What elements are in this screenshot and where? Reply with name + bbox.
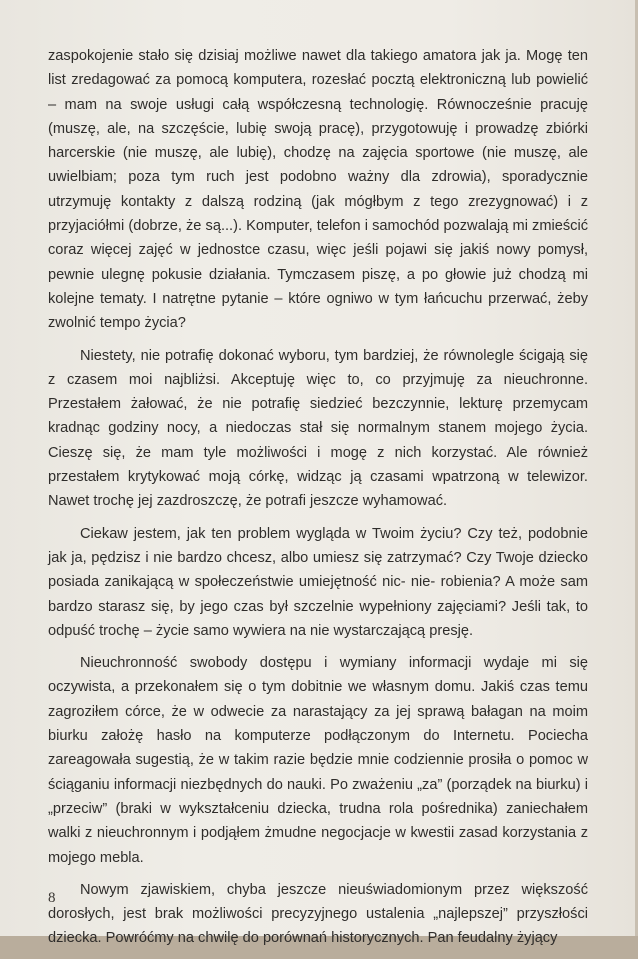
page-number: 8	[48, 890, 56, 906]
page-text	[48, 44, 588, 959]
paragraph: Niestety, nie potrafię dokonać wyboru, tym bardziej, że równolegle ścigają się z czasem moi najbliżsi. Akceptuję więc to, co przyjmuję za nieuchronne. Przestałem żałować, że nie potrafię siedzieć bezczynnie, lekturę przemycam kradnąc godziny nocy, a niedoczas stał się normalnym stanem mojego życia. Cieszę się, że mam tyle możliwości i mogę z nich korzystać. Ale również przestałem krytykować moją córkę, widząc ją czasami wpatrzoną w telewizor. Nawet trochę jej zazdroszczę, że potrafi jeszcze wyhamować.	[48, 347, 588, 510]
paragraph: Ciekaw jestem, jak ten problem wygląda w Twoim życiu? Czy też, podobnie jak ja, pędzisz i nie bardzo chcesz, albo umiesz się zatrzymać? Czy Twoje dziecko posiada zanikającą w społeczeństwie umiejętność nic- nie- robienia? A może sam bardzo starasz się, by jego czas był szczelnie wypełniony zajęciami? Jeśli tak, to odpuść trochę – życie samo wywiera na nie wystarczającą presję.	[48, 525, 588, 639]
paragraph: Nieuchronność swobody dostępu i wymiany informacji wydaje mi się oczywista, a przekonałem się o tym dobitnie we własnym domu. Jakiś czas temu zagroziłem córce, że w odwecie za narastający za jej sprawą bałagan na moim biurku założę hasło na komputerze podłączonym do Internetu. Pociecha zareagowała sugestią, że w takim razie będzie mnie codziennie prosiła o pomoc w ściąganiu informacji niezbędnych do nauki. Po zważeniu „za” (porządek na biurku) i „przeciw” (braki w wykształceniu dziecka, trudna rola pośrednika) zaniechałem walki z nieuchronnym i podjąłem żmudne negocjacje w kwestii zasad korzystania z mojego mebla.	[48, 655, 588, 866]
paragraph: zaspokojenie stało się dzisiaj możliwe nawet dla takiego amatora jak ja. Mogę ten list zredagować za pomocą komputera, rozesłać pocztą elektroniczną lub powielić – mam na swoje usługi całą współczesną technologię. Równocześnie pracuję (muszę, ale, na szczęście, lubię swoją pracę), przygotowuję i prowadzę zbiórki harcerskie (nie muszę, ale lubię), chodzę na zajęcia sportowe (nie muszę, ale uwielbiam; poza tym ruch jest podobno ważny dla zdrowia), sporadycznie utrzymuję kontakty z dalszą rodziną (jak mógłbym z tego zrezygnować) i z przyjaciółmi (dobrze, że są...). Komputer, telefon i samochód pozwalają mi zmieścić coraz więcej zajęć w jednostce czasu, więc jeśli pojawi się jakiś nowy pomysł, pewnie ulegnę pokusie działania. Tymczasem piszę, a po głowie już chodzą mi kolejne tematy. I natrętne pytanie – które ogniwo w tym łańcuchu przerwać, żeby zwolnić tempo życia?	[48, 48, 588, 332]
paragraph: Nowym zjawiskiem, chyba jeszcze nieuświadomionym przez większość dorosłych, jest brak możliwości precyzyjnego ustalenia „najlepszej” przyszłości dziecka. Powróćmy na chwilę do porównań historycznych. Pan feudalny żyjący	[48, 881, 588, 947]
